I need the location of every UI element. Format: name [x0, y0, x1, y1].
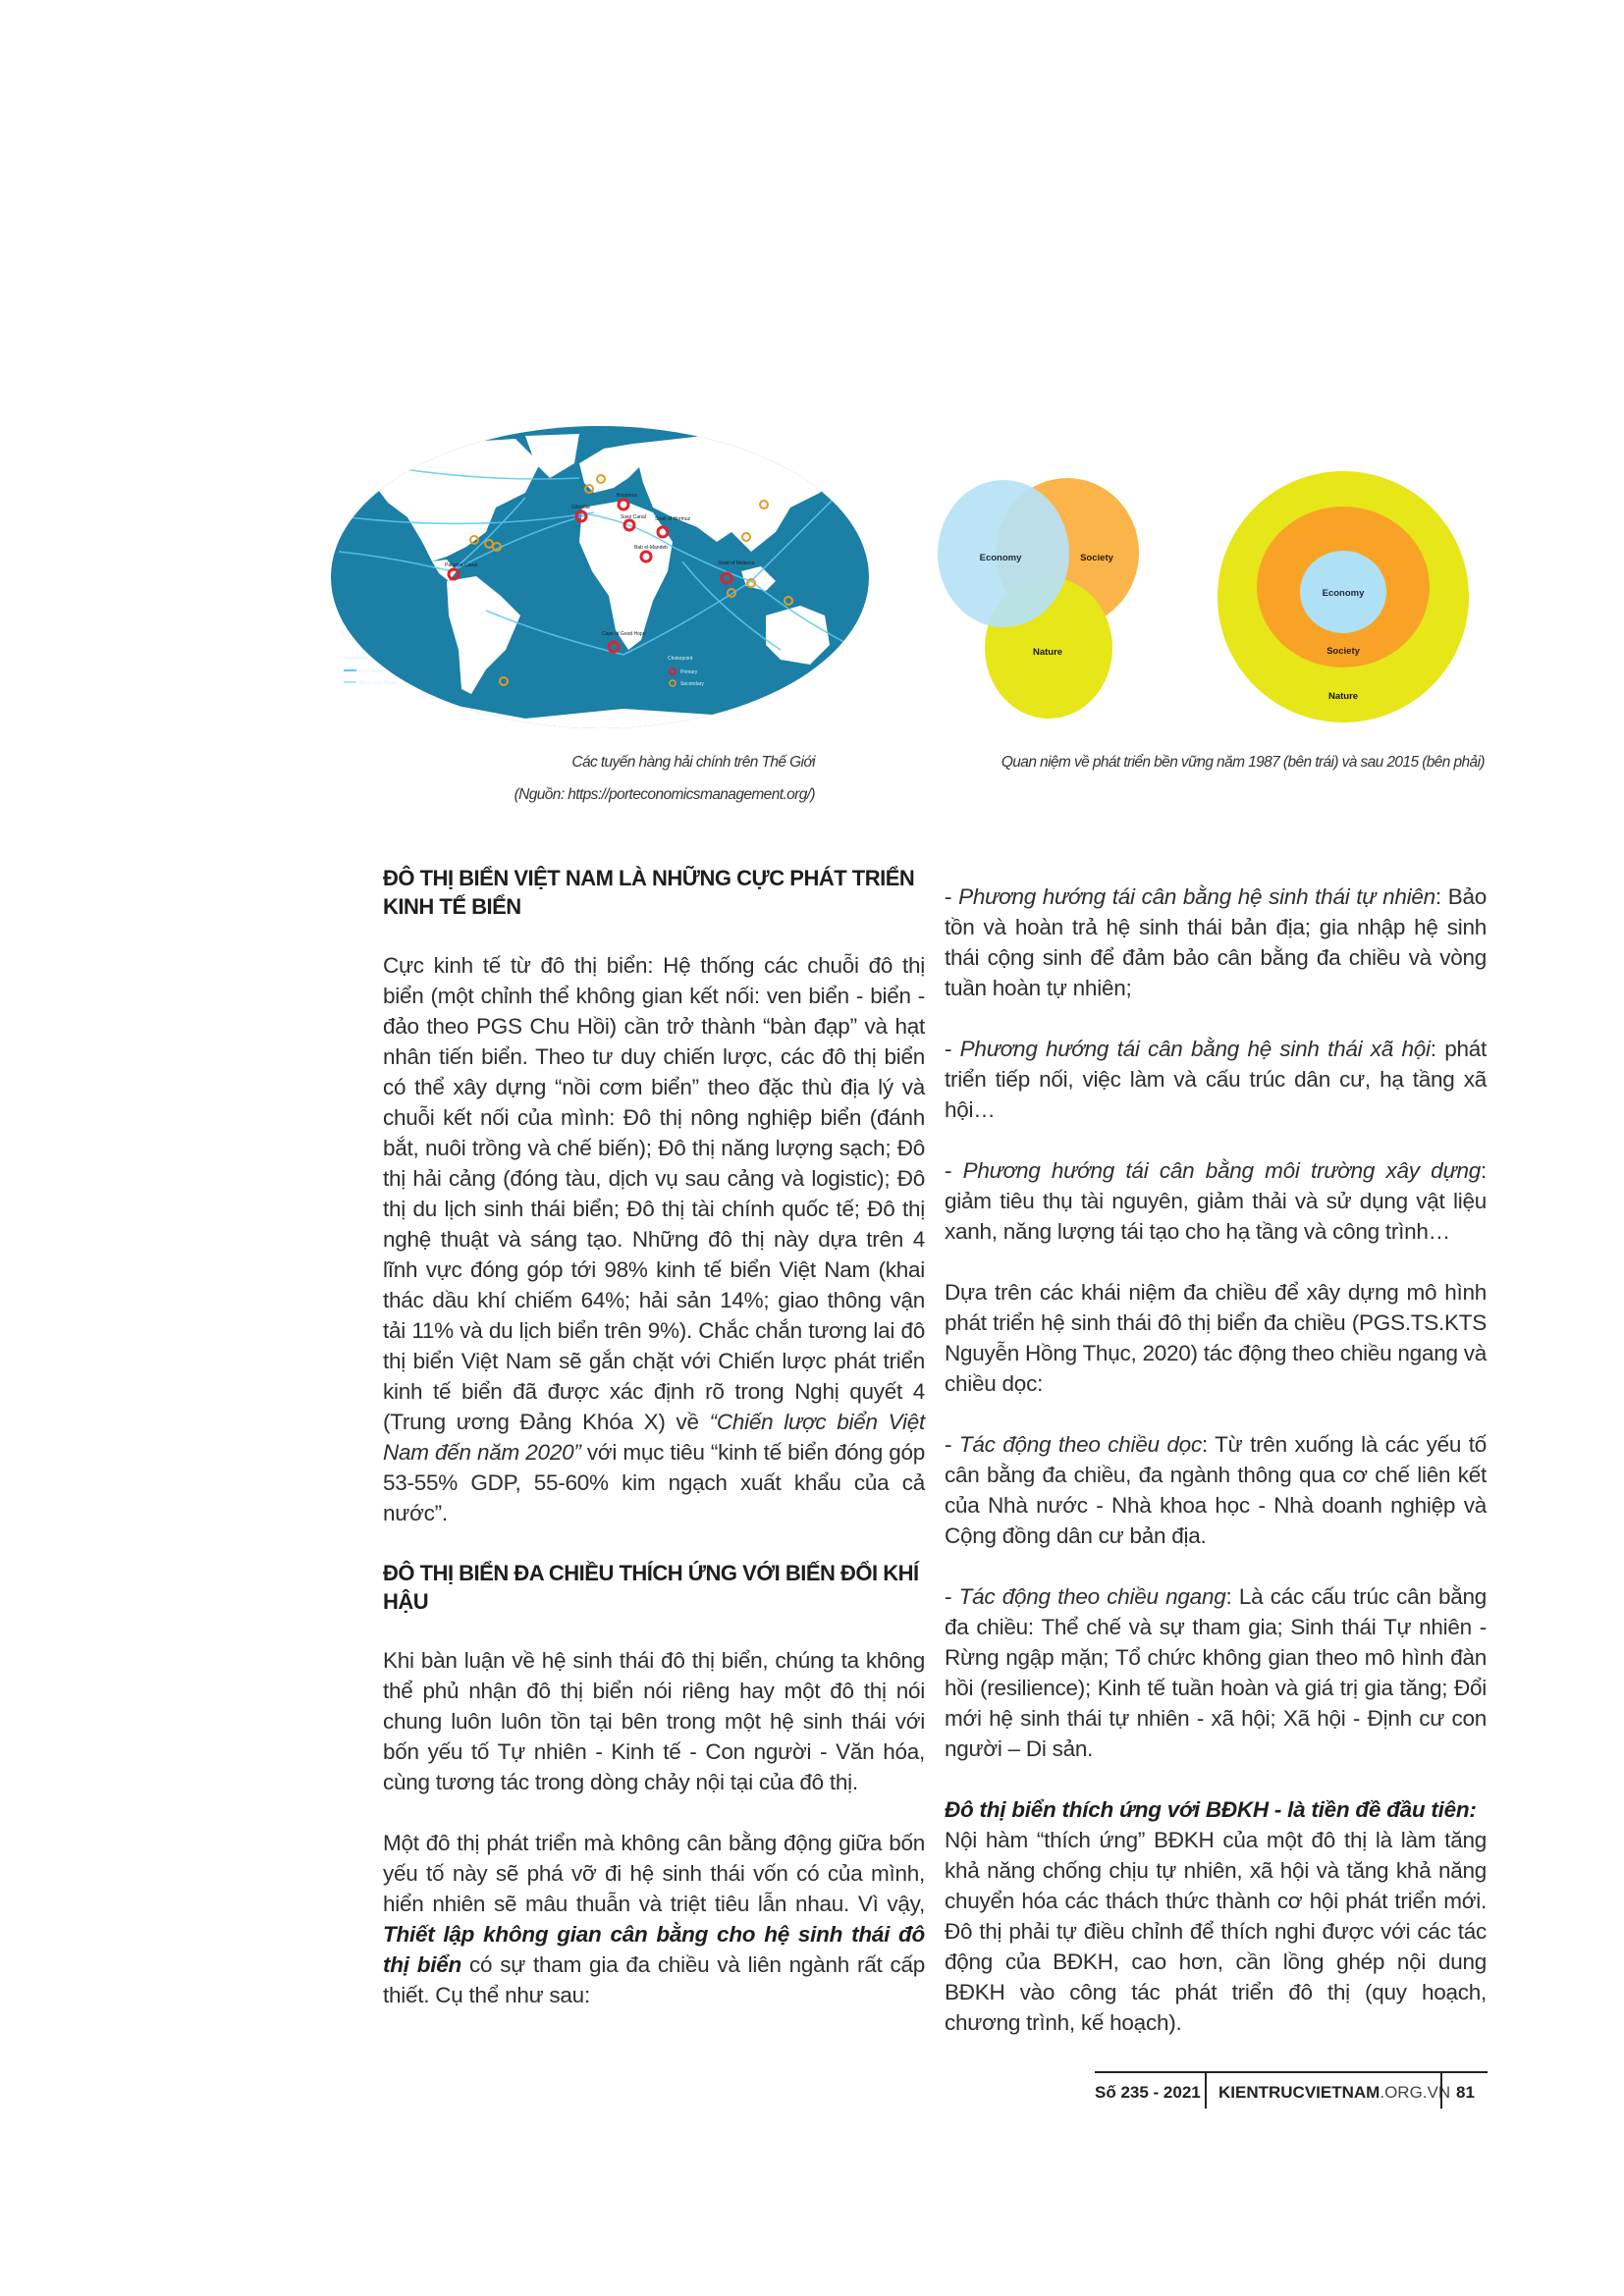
label-bosporus: Bosporus: [617, 493, 638, 499]
bullet-text: : phát triển tiếp nối, việc làm và cấu trúc dân cư, hạ tầng xã hội…: [945, 1037, 1487, 1122]
bullet-text: : Từ trên xuống là các yếu tố cân bằng đa chiều, đa ngành thông qua cơ chế liên kết của Nhà nước - Nhà khoa học - Nhà doanh nghiệp và Cộng đồng dân cư bản địa.: [945, 1432, 1487, 1548]
label-suez: Suez Canal: [621, 514, 646, 520]
nested-nature-label: Nature: [1327, 691, 1359, 702]
diagram-caption: Quan niệm về phát triển bền vững năm 1987 (bên trái) và sau 2015 (bên phải): [1001, 754, 1485, 771]
bullet-social-ecosystem: [945, 1034, 1487, 1125]
p1-text: Cực kinh tế từ đô thị biển: Hệ thống các chuỗi đô thị biển (một chỉnh thể không gian kết nối: ven biển - biển - đảo theo PGS Chu Hồi) cần trở thành “bàn đạp” và hạt nhân tiến biển. Theo tư duy chiến lược, các đô thị biển có thể xây dựng “nồi cơm biển” theo đặc thù địa lý và chuỗi kết nối của mình: Đô thị nông nghiệp biển (đánh bắt, nuôi trồng và chế biến); Đô thị năng lượng sạch; Đô thị hải cảng (đóng tàu, dịch vụ sau cảng và logistic); Đô thị du lịch sinh thái biển; Đô thị tài chính quốc tế; Đô thị nghệ thuật và sáng tạo. Những đô thị này dựa trên 4 lĩnh vực đóng góp tới 98% kinh tế biển Việt Nam (khai thác dầu khí chiếm 64%; hải sản 14%; giao thông vận tải 11% và du lịch biển trên 9%). Chắc chắn tương lai đô thị biển Việt Nam sẽ gắn chặt với Chiến lược phát triển kinh tế biển đã được xác định rõ trong Nghị quyết 4 (Trung ương Đảng Khóa X) về: [383, 953, 925, 1434]
paragraph-multidimensional-model: Dựa trên các khái niệm đa chiều để xây dựng mô hình phát triển hệ sinh thái đô thị biển đa chiều (PGS.TS.KTS Nguyễn Hồng Thục, 2020) tác động theo chiều ngang và chiều dọc:: [945, 1280, 1487, 1396]
dash: -: [945, 1037, 960, 1061]
left-column: [383, 864, 925, 2041]
nested-economy-label: Economy: [1322, 588, 1365, 599]
publication-site: [1205, 2073, 1451, 2109]
map-caption-source: (Nguồn: https://porteconomicsmanagement.org/): [514, 786, 815, 803]
section-heading-1: ĐÔ THỊ BIỂN VIỆT NAM LÀ NHỮNG CỰC PHÁT TRIỂN KINH TẾ BIỂN: [383, 866, 915, 919]
section-heading-2: ĐÔ THỊ BIỂN ĐA CHIỀU THÍCH ỨNG VỚI BIẾN ĐỔI KHÍ HẬU: [383, 1561, 919, 1614]
p3-emphasis: Thiết lập không gian cân bằng cho hệ sinh thái đô thị biển: [383, 1922, 925, 1977]
label-hormuz: Strait of Hormuz: [655, 516, 691, 522]
dash: -: [945, 884, 959, 909]
label-gibraltar: Gibraltar: [571, 505, 591, 510]
bullet-built-environment: [945, 1155, 1487, 1247]
dash: -: [945, 1432, 959, 1457]
bullet-text: : giảm tiêu thụ tài nguyên, giảm thải và sử dụng vật liệu xanh, năng lượng tái tạo cho hạ tầng và công trình…: [945, 1158, 1487, 1244]
p1-end: với mục tiêu “kinh tế biển đóng góp 53-55% GDP, 55-60% kim ngạch xuất khẩu của cả nước”.: [383, 1440, 925, 1525]
legend-importance-title: Importance: [344, 656, 369, 662]
p1-italic-title: “Chiến lược biển Việt Nam đến năm 2020”: [383, 1410, 925, 1465]
page-number: 81: [1440, 2073, 1503, 2109]
site-domain: .ORG.VN: [1380, 2083, 1451, 2102]
bullet-horizontal-impact: [945, 1581, 1487, 1764]
paragraph-marine-economy: [383, 950, 925, 1528]
map-caption: [324, 746, 815, 811]
bullet-vertical-impact: [945, 1429, 1487, 1551]
legend-core-route: Core Route: [359, 668, 385, 674]
nested-2015: [1218, 471, 1469, 722]
bullet-natural-ecosystem: [945, 881, 1487, 1003]
spacer: [945, 864, 1487, 881]
dash: -: [945, 1584, 959, 1609]
venn-nature-label: Nature: [1032, 647, 1063, 658]
sustainability-diagram: [923, 461, 1502, 731]
nested-society-label: Society: [1326, 646, 1360, 657]
diagram-svg: [923, 461, 1502, 731]
page-footer: [1095, 2071, 1488, 2112]
venn-society-label: Society: [1080, 553, 1113, 563]
legend-secondary: Secondary: [680, 681, 704, 687]
map-svg: [329, 424, 871, 730]
site-name-bold: KIENTRUCVIETNAM: [1218, 2083, 1380, 2102]
legend-secondary-route: Secondary Route: [359, 680, 398, 686]
issue-number: Số 235 - 2021: [1095, 2083, 1201, 2102]
dash: -: [945, 1158, 963, 1183]
label-bab-el-mandeb: Bab el-Mandeb: [634, 545, 668, 551]
right-column: [945, 864, 1487, 2068]
climate-adaptation-title: Đô thị biển thích ứng với BĐKH - là tiền đề đầu tiên:: [945, 1797, 1477, 1822]
bullet-label: Tác động theo chiều ngang: [958, 1584, 1226, 1609]
legend-primary: Primary: [680, 669, 698, 675]
bullet-label: Phương hướng tái cân bằng môi trường xây dựng: [962, 1158, 1481, 1183]
venn-economy-label: Economy: [979, 553, 1022, 563]
climate-adaptation-text: Nội hàm “thích ứng” BĐKH của một đô thị là làm tăng khả năng chống chịu tự nhiên, xã hội và tăng khả năng chuyển hóa các thách thức thành cơ hội phát triển mới. Đô thị phải tự điều chỉnh để thích nghi được với các tác động của BĐKH, cao hơn, cần lồng ghép nội dung BĐKH vào công tác phát triển đô thị (quy hoạch, chương trình, kế hoạch).: [945, 1828, 1487, 2035]
bullet-label: Phương hướng tái cân bằng hệ sinh thái xã hội: [959, 1037, 1431, 1061]
label-good-hope: Cape of Good Hope: [602, 631, 646, 637]
map-caption-title: Các tuyến hàng hải chính trên Thế Giới: [571, 754, 815, 771]
bullet-text: : Là các cấu trúc cân bằng đa chiều: Thể chế và sự tham gia; Sinh thái Tự nhiên - Rừng ngập mặn; Tổ chức không gian theo mô hình đàn hồi (resilience); Kinh tế tuần hoàn và giá trị gia tăng; Đổi mới hệ sinh thái tự nhiên - xã hội; Xã hội - Định cư con người – Di sản.: [945, 1584, 1488, 1761]
venn-1987: [938, 478, 1139, 719]
bullet-text: : Bảo tồn và hoàn trả hệ sinh thái bản địa; gia nhập hệ sinh thái cộng sinh để đảm bảo cân bằng đa chiều và vòng tuần hoàn tự nhiên;: [945, 884, 1488, 1000]
bullet-label: Phương hướng tái cân bằng hệ sinh thái tự nhiên: [958, 884, 1435, 909]
world-shipping-routes-map: [329, 424, 871, 730]
label-panama: Panama Canal: [445, 562, 478, 568]
paragraph-balance: [383, 1828, 925, 2010]
paragraph-climate-adaptation: [945, 1794, 1487, 2038]
label-malacca: Strait of Malacca: [718, 561, 755, 566]
bullet-label: Tác động theo chiều dọc: [958, 1432, 1202, 1457]
p3-end: có sự tham gia đa chiều và liên ngành rất cấp thiết. Cụ thể như sau:: [383, 1952, 925, 2007]
paragraph-ecosystem: Khi bàn luận về hệ sinh thái đô thị biển, chúng ta không thể phủ nhận đô thị biển nói riêng hay một đô thị nói chung luôn luôn tồn tại bên trong một hệ sinh thái với bốn yếu tố Tự nhiên - Kinh tế - Con người - Văn hóa, cùng tương tác trong dòng chảy nội tại của đô thị.: [383, 1648, 925, 1794]
legend-chokepoint-title: Chokepoint: [668, 656, 693, 662]
p3-start: Một đô thị phát triển mà không cân bằng động giữa bốn yếu tố này sẽ phá vỡ đi hệ sinh thái vốn có của mình, hiển nhiên sẽ mâu thuẫn và triệt tiêu lẫn nhau. Vì vậy,: [383, 1831, 925, 1916]
